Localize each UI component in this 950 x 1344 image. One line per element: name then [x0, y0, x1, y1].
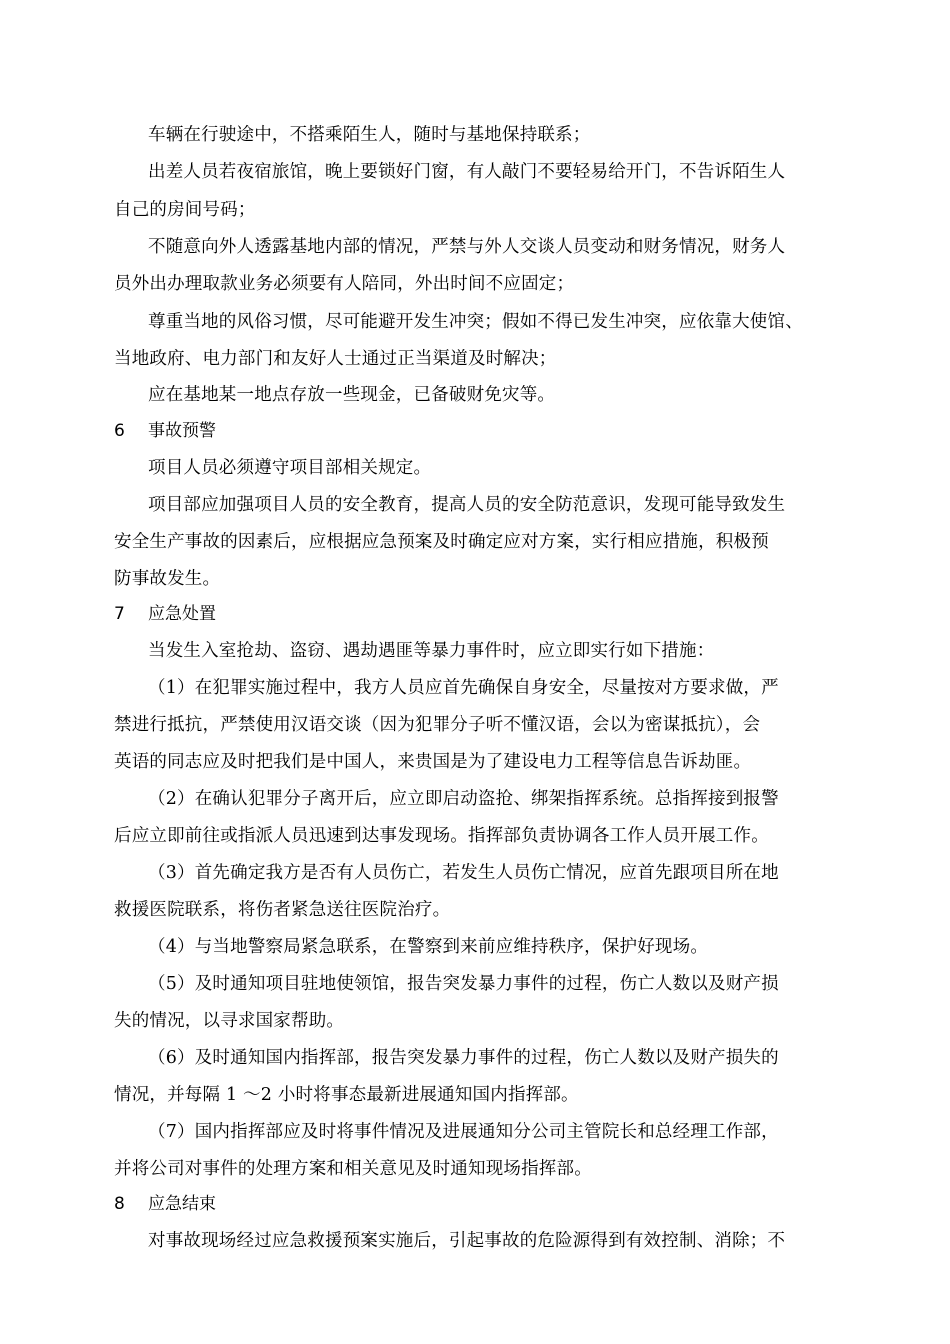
- paragraph-line: 对事故现场经过应急救援预案实施后，引起事故的危险源得到有效控制、消除；不: [148, 1231, 786, 1251]
- section-number: 7: [114, 604, 125, 624]
- paragraph-line: 安全生产事故的因素后，应根据应急预案及时确定应对方案，实行相应措施，积极预: [114, 532, 769, 552]
- paragraph-line: 车辆在行驶途中，不搭乘陌生人，随时与基地保持联系；: [148, 125, 591, 145]
- paragraph-line: 不随意向外人透露基地内部的情况，严禁与外人交谈人员变动和财务情况，财务人: [148, 237, 786, 257]
- section-title: 应急结束: [148, 1194, 216, 1214]
- paragraph-line: 救援医院联系，将伤者紧急送往医院治疗。: [114, 900, 451, 920]
- paragraph-line: 英语的同志应及时把我们是中国人，来贵国是为了建设电力工程等信息告诉劫匪。: [114, 752, 752, 772]
- section-heading: [114, 1193, 216, 1215]
- paragraph-line: 失的情况，以寻求国家帮助。: [114, 1011, 345, 1031]
- paragraph-line: 后应立即前往或指派人员迅速到达事发现场。指挥部负责协调各工作人员开展工作。: [114, 826, 769, 846]
- paragraph-line: （2）在确认犯罪分子离开后，应立即启动盗抢、绑架指挥系统。总指挥接到报警: [148, 789, 779, 809]
- paragraph-line: 当地政府、电力部门和友好人士通过正当渠道及时解决；: [114, 349, 557, 369]
- paragraph-line: 当发生入室抢劫、盗窃、遇劫遇匪等暴力事件时，应立即实行如下措施：: [148, 641, 715, 661]
- paragraph-line: （1）在犯罪实施过程中，我方人员应首先确保自身安全，尽量按对方要求做，严: [148, 678, 779, 698]
- paragraph-line: 防事故发生。: [114, 569, 221, 589]
- paragraph-line: （4）与当地警察局紧急联系，在警察到来前应维持秩序，保护好现场。: [148, 937, 709, 957]
- section-number: 8: [114, 1194, 125, 1214]
- paragraph-line: 应在基地某一地点存放一些现金，已备破财免灾等。: [148, 385, 556, 405]
- paragraph-line: 项目人员必须遵守项目部相关规定。: [148, 458, 432, 478]
- section-number: 6: [114, 421, 125, 441]
- paragraph-line: 员外出办理取款业务必须要有人陪同，外出时间不应固定；: [114, 274, 575, 294]
- paragraph-line: （3）首先确定我方是否有人员伤亡，若发生人员伤亡情况，应首先跟项目所在地: [148, 863, 779, 883]
- section-heading: [114, 603, 216, 625]
- paragraph-line: 情况，并每隔 1 ～2 小时将事态最新进展通知国内指挥部。: [114, 1085, 579, 1105]
- paragraph-line: 出差人员若夜宿旅馆，晚上要锁好门窗，有人敲门不要轻易给开门，不告诉陌生人: [148, 162, 786, 182]
- paragraph-line: 尊重当地的风俗习惯，尽可能避开发生冲突；假如不得已发生冲突，应依靠大使馆、: [148, 312, 803, 332]
- paragraph-line: （7）国内指挥部应及时将事件情况及进展通知分公司主管院长和总经理工作部，: [148, 1122, 779, 1142]
- paragraph-line: 并将公司对事件的处理方案和相关意见及时通知现场指挥部。: [114, 1159, 592, 1179]
- paragraph-line: 禁进行抵抗，严禁使用汉语交谈（因为犯罪分子听不懂汉语，会以为密谋抵抗），会: [114, 715, 761, 735]
- paragraph-line: 项目部应加强项目人员的安全教育，提高人员的安全防范意识，发现可能导致发生: [148, 495, 786, 515]
- section-title: 应急处置: [148, 604, 216, 624]
- paragraph-line: 自己的房间号码；: [114, 200, 256, 220]
- section-title: 事故预警: [148, 421, 216, 441]
- paragraph-line: （5）及时通知项目驻地使领馆，报告突发暴力事件的过程，伤亡人数以及财产损: [148, 974, 779, 994]
- section-heading: [114, 420, 216, 442]
- paragraph-line: （6）及时通知国内指挥部，报告突发暴力事件的过程，伤亡人数以及财产损失的: [148, 1048, 779, 1068]
